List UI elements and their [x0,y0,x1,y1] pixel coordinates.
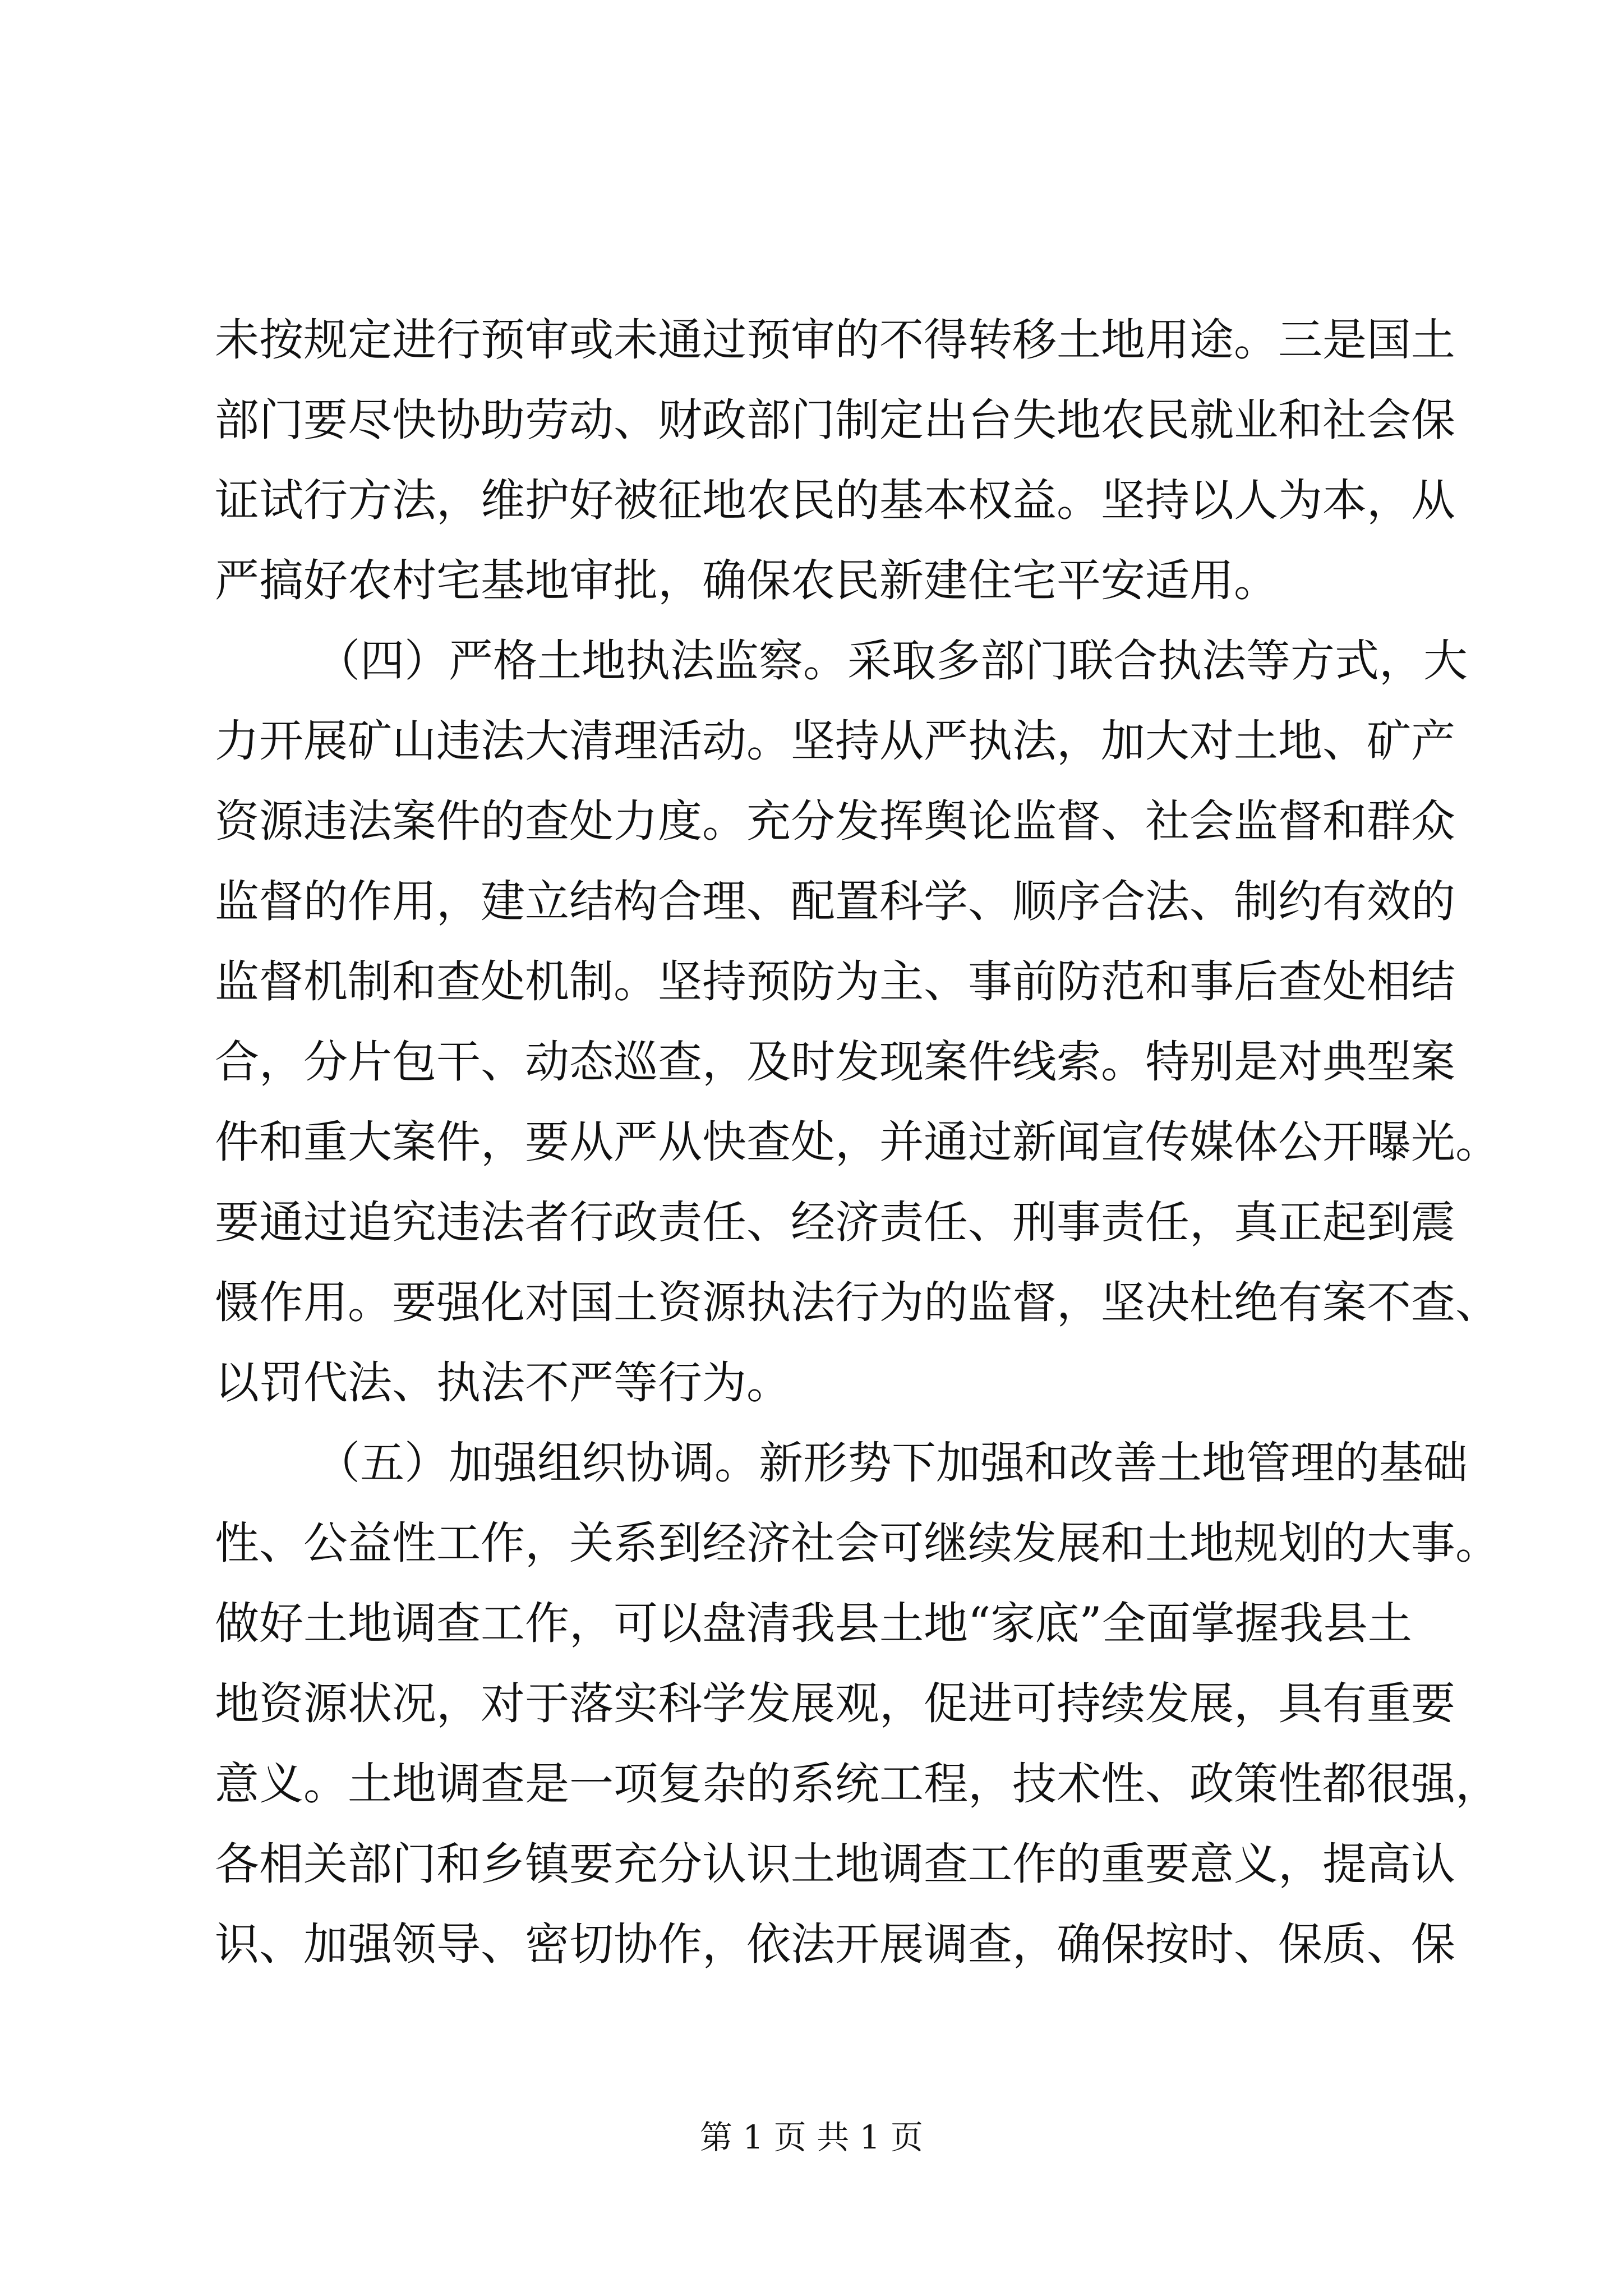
text-line: 合，分片包干、动态巡查，及时发现案件线索。特别是对典型案 [215,1036,1455,1088]
text-line: 力开展矿山违法大清理活动。坚持从严执法，加大对土地、矿产 [215,715,1455,767]
text-line: 慑作用。要强化对国土资源执法行为的监督，坚决杜绝有案不查、 [215,1277,1500,1328]
text-line: 证试行方法，维护好被征地农民的基本权益。坚持以人为本，从 [215,475,1455,526]
text-line: 意义。土地调查是一项复杂的系统工程，技术性、政策性都很强， [215,1758,1500,1810]
text-line: 资源违法案件的查处力度。充分发挥舆论监督、社会监督和群众 [215,795,1455,847]
text-line: 要通过追究违法者行政责任、经济责任、刑事责任，真正起到震 [215,1197,1455,1248]
text-line: 未按规定进行预审或未通过预审的不得转移土地用途。三是国土 [215,314,1455,366]
text-line: 件和重大案件，要从严从快查处，并通过新闻宣传媒体公开曝光。 [215,1116,1500,1168]
text-line: 部门要尽快协助劳动、财政部门制定出台失地农民就业和社会保 [215,394,1455,446]
text-line: 地资源状况，对于落实科学发展观，促进可持续发展，具有重要 [215,1678,1455,1729]
text-line: 监督机制和查处机制。坚持预防为主、事前防范和事后查处相结 [215,956,1455,1007]
page-number-footer: 第 1 页 共 1 页 [700,2118,923,2156]
text-line: 性、公益性工作，关系到经济社会可继续发展和土地规划的大事。 [215,1517,1500,1569]
text-line: 严搞好农村宅基地审批，确保农民新建住宅平安适用。 [215,555,1278,606]
paragraph-start-line: （四）严格土地执法监察。采取多部门联合执法等方式，大 [316,635,1468,687]
text-line: 以罚代法、执法不严等行为。 [215,1357,791,1409]
text-line: 各相关部门和乡镇要充分认识土地调查工作的重要意义，提高认 [215,1838,1455,1890]
text-line: 监督的作用，建立结构合理、配置科学、顺序合法、制约有效的 [215,876,1455,927]
text-line: 识、加强领导、密切协作，依法开展调查，确保按时、保质、保 [215,1918,1455,1970]
text-line: 做好土地调查工作，可以盘清我县土地“家底”全面掌握我县土 [215,1598,1412,1649]
paragraph-start-line: （五）加强组织协调。新形势下加强和改善土地管理的基础 [316,1437,1468,1489]
document-body [215,300,1500,1985]
